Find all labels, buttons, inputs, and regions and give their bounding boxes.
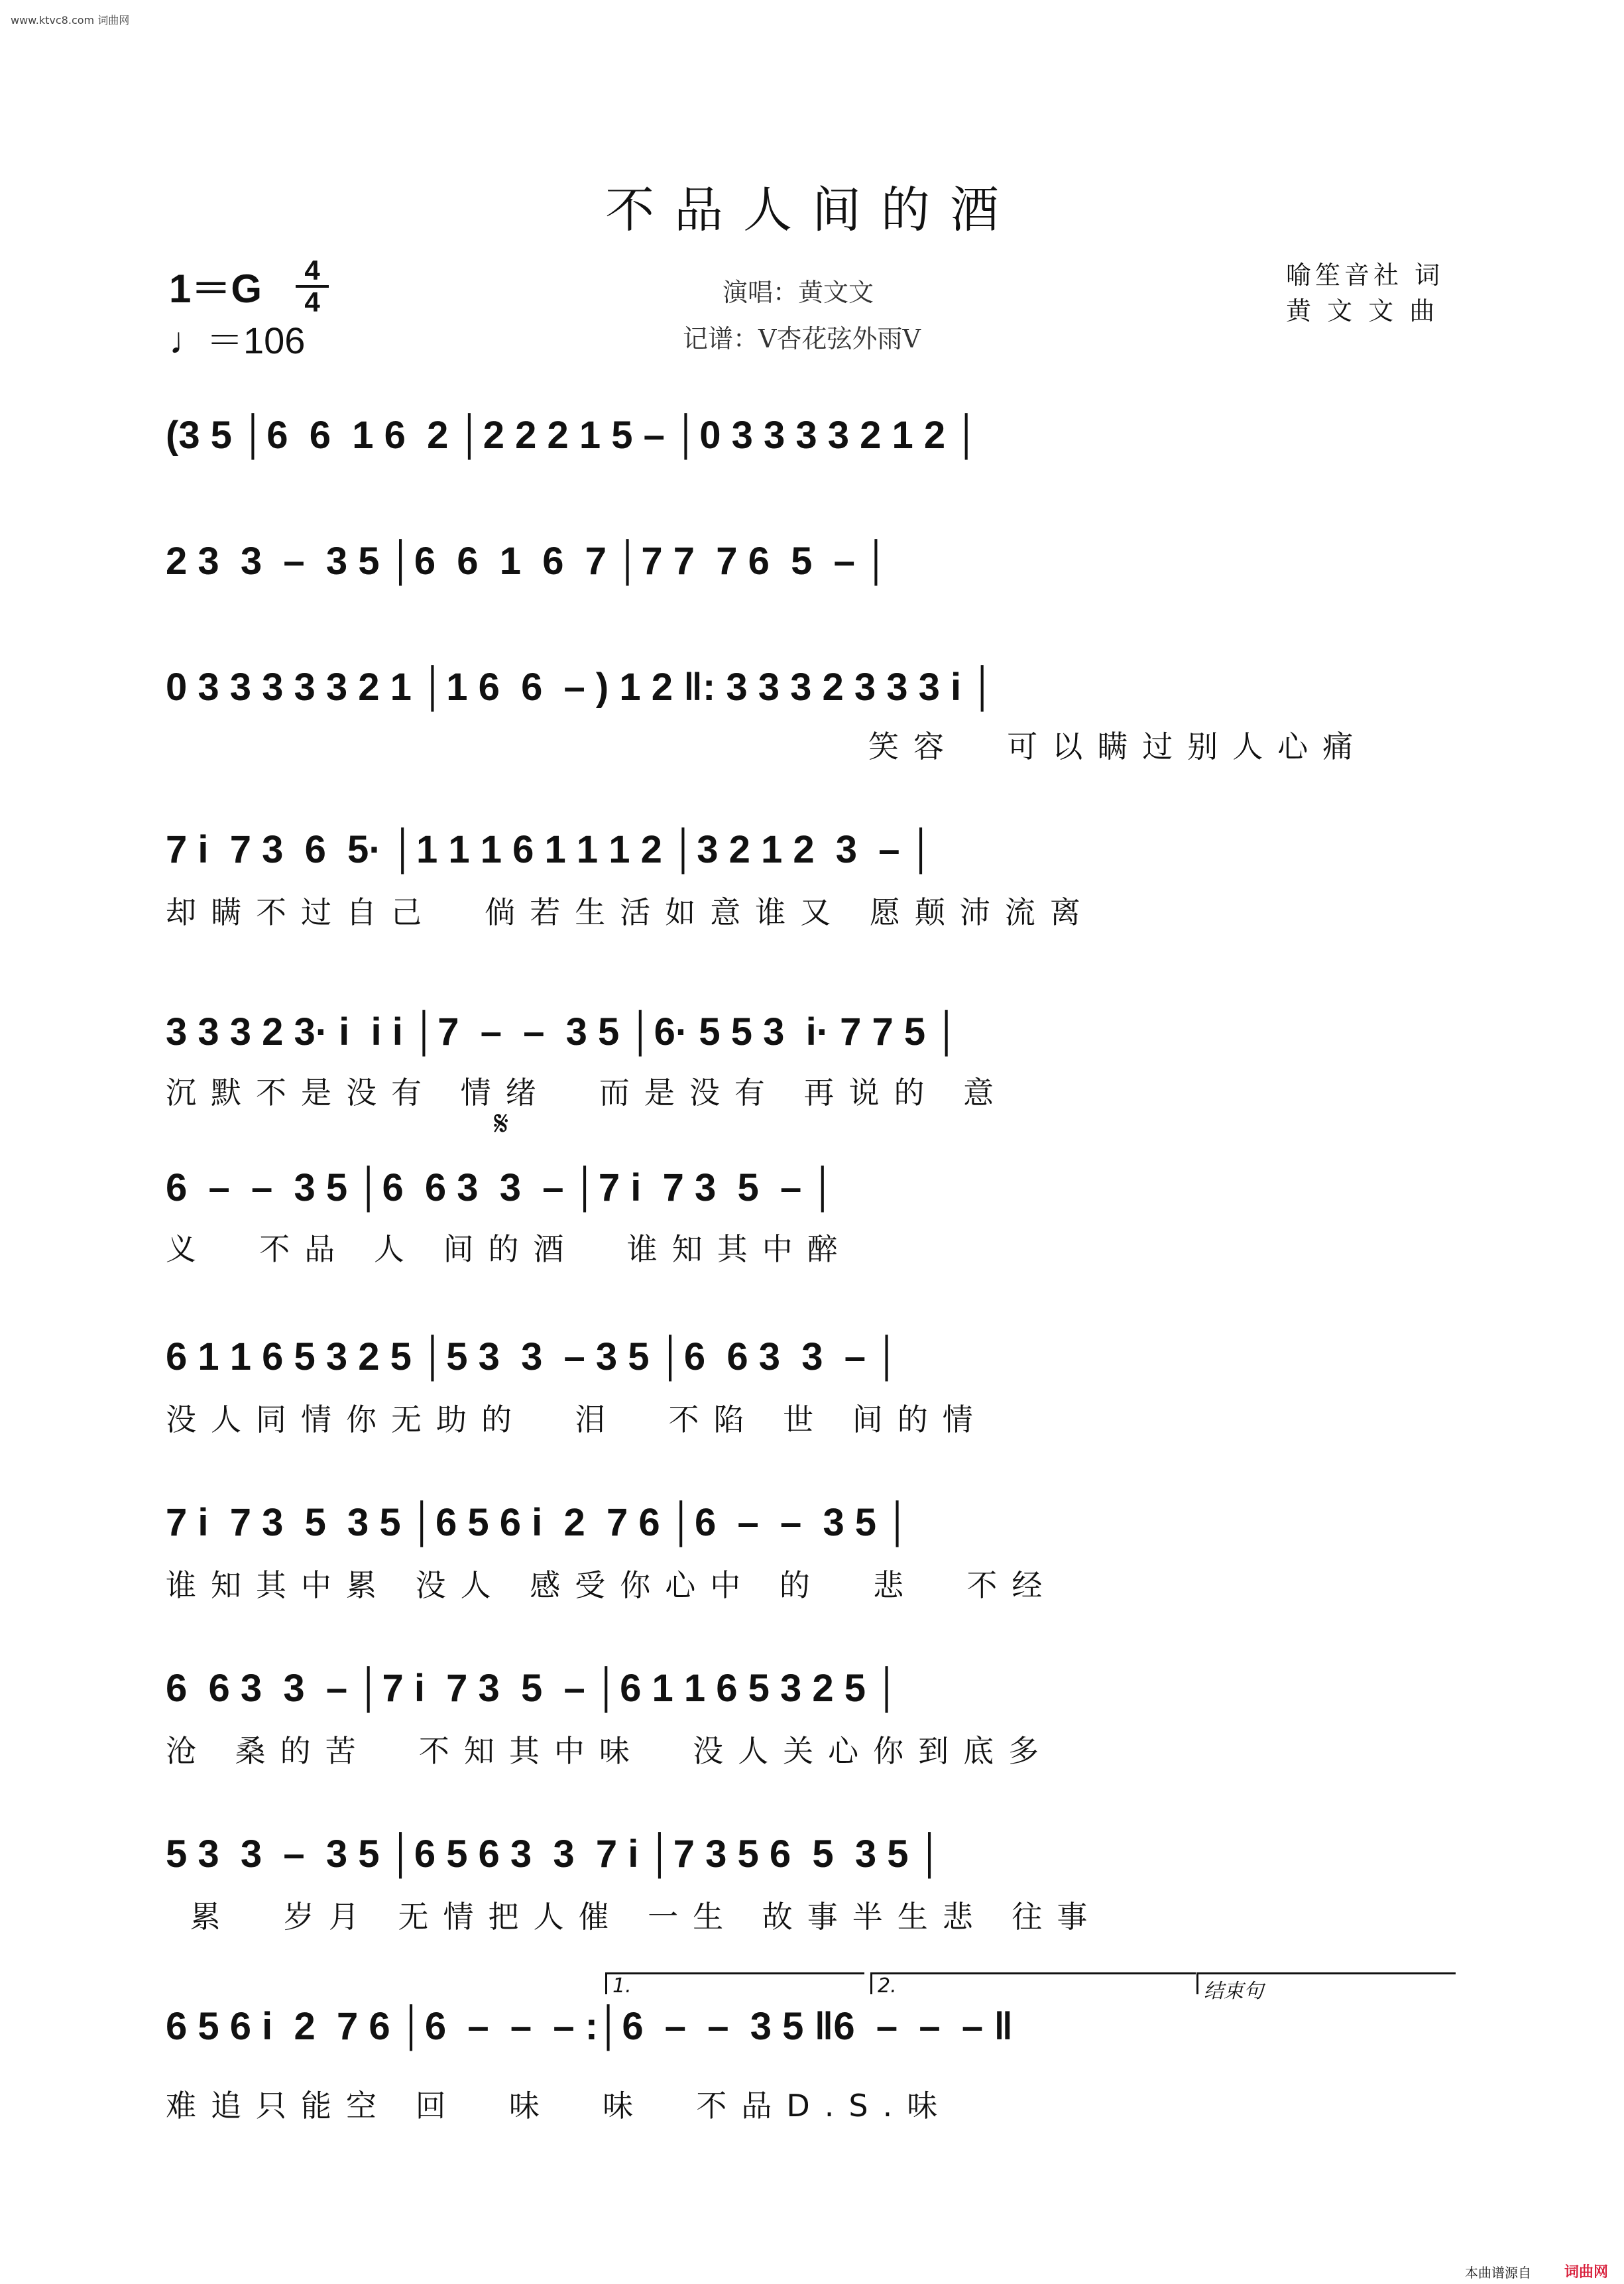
- score-row-7: 6 1 1 6 5 3 2 5 │5 3 3 – 3 5 │6 6 3 3 – │: [166, 1335, 901, 1378]
- lyrics-row-8: 谁知其中累 没人 感受你心中 的 悲 不经: [166, 1567, 1057, 1603]
- key-signature: 1＝G: [169, 267, 262, 311]
- footer-source-label: 本曲谱源自: [1465, 2265, 1531, 2281]
- score-row-4: 7 i 7 3 6 5· │1 1 1 6 1 1 1 2 │3 2 1 2 3 – │: [166, 828, 935, 871]
- lyrics-row-9: 沧 桑的苦 不知其中味 没人关心你到底多: [166, 1733, 1054, 1769]
- composer-credit: 黄 文 文 曲: [1286, 296, 1439, 326]
- lyricist-credit: 喻笙音社 词: [1286, 261, 1444, 290]
- score-row-5: 3 3 3 2 3· i i i │7 – – 3 5 │6· 5 5 3 i· 7 7 5 │: [166, 1010, 960, 1053]
- score-row-9: 6 6 3 3 – │7 i 7 3 5 – │6 1 1 6 5 3 2 5 │: [166, 1667, 901, 1710]
- lyrics-row-7: 没人同情你无助的 泪 不陷 世 间的情: [166, 1402, 988, 1437]
- lyrics-row-3: 笑容 可以瞒过别人心痛: [868, 729, 1368, 764]
- score-row-11: 6 5 6 i 2 7 6 │6 – – – :│6 – – 3 5 ‖6 – – – ‖: [166, 2005, 1014, 2048]
- score-row-3: 0 3 3 3 3 3 2 1 │1 6 6 – ) 1 2 ‖: 3 3 3 2 3 3 3 i │: [166, 666, 996, 709]
- segno-sign: 𝄋: [494, 1104, 509, 1144]
- tempo-marking: ♩＝106: [169, 320, 306, 361]
- score-row-10: 5 3 3 – 3 5 │6 5 6 3 3 7 i │7 3 5 6 5 3 5 │: [166, 1833, 943, 1876]
- lyrics-row-5: 沉默不是没有 情绪 而是没有 再说的 意: [166, 1075, 1009, 1111]
- lyrics-row-6: 义 不品 人 间的酒 谁知其中醉: [166, 1231, 852, 1267]
- lyrics-row-10: 累 岁月 无情把人催 一生 故事半生悲 往事: [166, 1899, 1102, 1935]
- time-signature-top: 4: [304, 255, 320, 286]
- score-row-2: 2 3 3 – 3 5 │6 6 1 6 7 │7 7 7 6 5 – │: [166, 540, 890, 583]
- score-row-1: (3 5 │6 6 1 6 2 │2 2 2 1 5 – │0 3 3 3 3 2 1 2 │: [166, 414, 980, 457]
- lyrics-row-4: 却瞒不过自己 倘若生活如意谁又 愿颠沛流离: [166, 894, 1095, 930]
- page-title: 不品人间的酒: [605, 182, 1019, 239]
- time-signature: [296, 257, 329, 316]
- time-signature-bottom: 4: [304, 286, 320, 318]
- score-row-6: 6 – – 3 5 │6 6 3 3 – │7 i 7 3 5 – │: [166, 1166, 837, 1209]
- transcriber-credit: 记谱：V杏花弦外雨V: [683, 324, 921, 353]
- footer-site-logo: 词曲网: [1564, 2264, 1609, 2281]
- lyrics-row-11: 难追只能空 回 味 味 不品D.S.味: [166, 2088, 953, 2124]
- coda-ending-bracket: 结束句: [1196, 1972, 1456, 1994]
- source-url: www.ktvc8.com 词曲网: [11, 14, 130, 27]
- singer-credit: 演唱：黄文文: [723, 278, 874, 307]
- score-row-8: 7 i 7 3 5 3 5 │6 5 6 i 2 7 6 │6 – – 3 5 │: [166, 1501, 911, 1544]
- ending-2-bracket: 2.: [870, 1972, 1196, 1994]
- ending-1-bracket: 1.: [605, 1972, 864, 1994]
